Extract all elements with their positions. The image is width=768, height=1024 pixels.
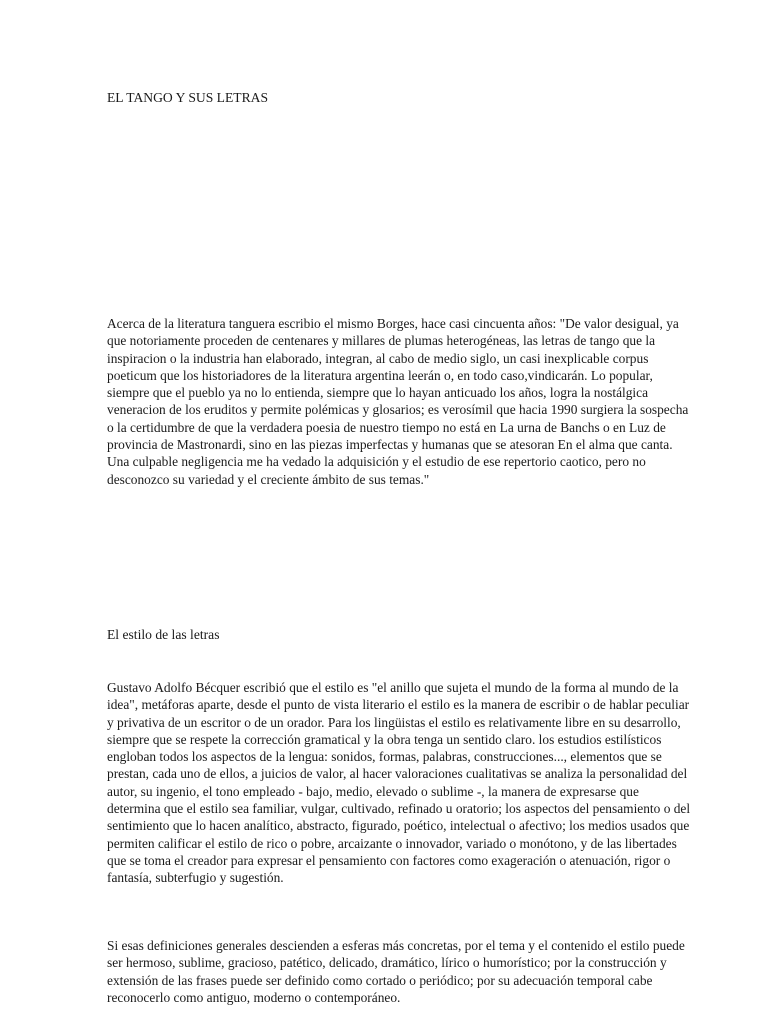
section-heading: El estilo de las letras — [107, 627, 220, 642]
paragraph-style-definitions: Si esas definiciones generales descienden a esferas más concretas, por el tema y el contenido el estilo puede ser hermoso, sublime, gracioso, patético, delicado, dramático, lírico o humorístico; por la construcción y extensión de las frases puede ser definido como cortado o periódico; por su adecuación temporal cabe reconocerlo como antiguo, moderno o contemporáneo. — [107, 938, 685, 1005]
paragraph-borges-quote: Acerca de la literatura tanguera escribio el mismo Borges, hace casi cincuenta años: "De valor desigual, ya que notoriamente proceden de centenares y millares de plumas heterogéneas, las letras de tango que la inspiracion o la industria han elaborado, integran, al cabo de medio siglo, un casi inexplicable corpus poeticum que los historiadores de la literatura argentina leerán o, en todo caso,vindicarán. Lo popular, siempre que el pueblo ya no lo entienda, siempre que lo hayan anticuado los años, logra la nostálgica veneracion de los eruditos y permite polémicas y glosarios; es verosímil que hacia 1990 surgiera la sospecha o la certidumbre de que la verdadera poesia de nuestro tiempo no está en La urna de Banchs o en Luz de provincia de Mastronardi, sino en las piezas imperfectas y humanas que se atesoran En el alma que canta. Una culpable negligencia me ha vedado la adquisición y el estudio de ese repertorio caotico, pero no desconozco su variedad y el creciente ámbito de sus temas." — [107, 316, 689, 487]
document-title: EL TANGO Y SUS LETRAS — [107, 90, 269, 105]
paragraph-becquer-style: Gustavo Adolfo Bécquer escribió que el estilo es "el anillo que sujeta el mundo de la forma al mundo de la idea", metáforas aparte, desde el punto de vista literario el estilo es la manera de escribir o de hablar peculiar y privativa de un escritor o de un orador. Para los lingüistas el estilo es relativamente libre en su desarrollo, siempre que se respete la corrección gramatical y la obra tenga un sentido claro. los estudios estilísticos engloban todos los aspectos de la lengua: sonidos, formas, palabras, construcciones..., elementos que se prestan, cada uno de ellos, a juicios de valor, al hacer valoraciones cualitativas se analiza la personalidad del autor, su ingenio, el tono empleado - bajo, medio, elevado o sublime -, la manera de expresarse que determina que el estilo sea familiar, vulgar, cultivado, refinado u oratorio; los aspectos del pensamiento o del sentimiento que lo hacen analítico, abstracto, figurado, poético, intelectual o afectivo; los medios usados que permiten calificar el estilo de rico o pobre, arcaizante o innovador, variado o monótono, y de las libertades que se toma el creador para expresar el pensamiento con factores como exageración o atenuación, rigor o fantasía, subterfugio y sugestión. — [107, 680, 691, 886]
